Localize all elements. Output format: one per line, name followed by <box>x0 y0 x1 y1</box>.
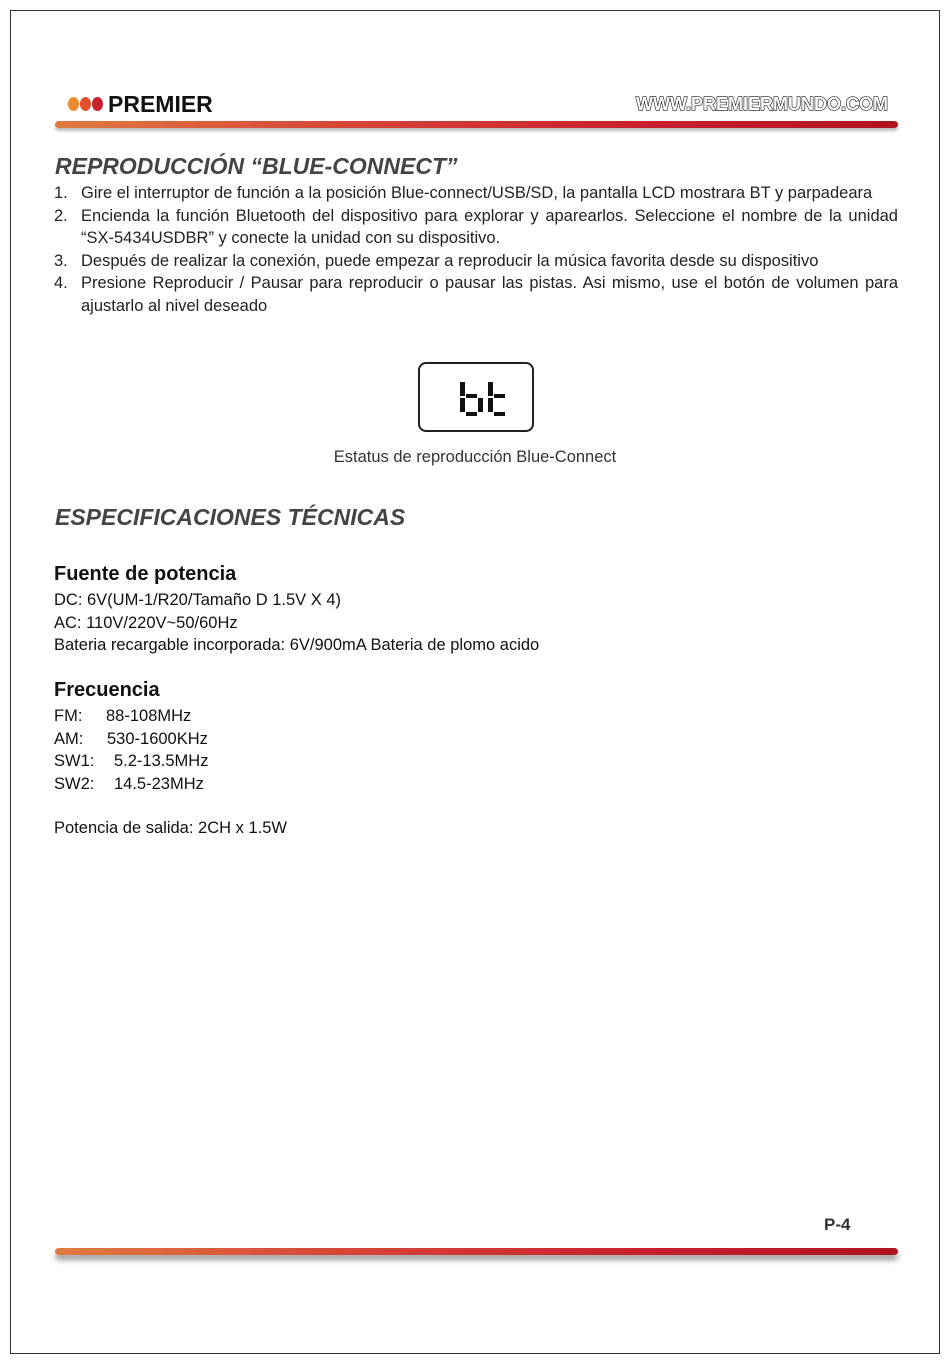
frequency-row <box>54 728 208 751</box>
blue-connect-steps <box>54 182 898 318</box>
lcd-display <box>418 362 534 432</box>
power-line: DC: 6V(UM-1/R20/Tamaño D 1.5V X 4) <box>54 591 342 609</box>
footer-divider <box>55 1248 898 1255</box>
band-label: SW2: <box>54 774 95 793</box>
frequency-row <box>54 750 208 773</box>
header-divider <box>55 121 898 128</box>
page-number: P-4 <box>824 1215 851 1234</box>
step-text: Después de realizar la conexión, puede empezar a reproducir la música favorita desde su dispositivo <box>81 251 819 270</box>
band-range: 14.5-23MHz <box>114 774 204 793</box>
step-number: 1. <box>54 184 68 202</box>
step-text: Presione Reproducir / Pausar para reproducir o pausar las pistas. Asi mismo, use el botón de volumen para ajustarlo al nivel deseado <box>81 274 898 315</box>
power-line: Bateria recargable incorporada: 6V/900mA Bateria de plomo acido <box>54 636 540 654</box>
logo-dot-2 <box>80 97 91 111</box>
band-range: 5.2-13.5MHz <box>114 752 209 770</box>
website-url: WWW.PREMIERMUNDO.COM <box>636 94 888 114</box>
logo-dot-3 <box>92 97 103 111</box>
power-heading: Fuente de potencia <box>54 563 237 585</box>
section-title-blue-connect: REPRODUCCIÓN “BLUE-CONNECT” <box>55 153 458 179</box>
lcd-caption: Estatus de reproducción Blue-Connect <box>333 448 617 466</box>
frequency-specs <box>54 705 208 795</box>
step-item <box>54 182 898 205</box>
step-item <box>54 272 898 317</box>
step-text: Gire el interruptor de función a la posición Blue-connect/USB/SD, la pantalla LCD mostrara BT y parpadeara <box>81 184 873 202</box>
step-item <box>54 205 898 250</box>
frequency-row <box>54 705 208 728</box>
band-label: FM: <box>54 707 83 725</box>
step-number: 2. <box>54 206 68 225</box>
step-item <box>54 250 898 273</box>
band-label: SW1: <box>54 752 95 770</box>
band-range: 530-1600KHz <box>107 729 208 748</box>
step-number: 4. <box>54 274 68 293</box>
lcd-bt-segments-icon <box>420 364 532 430</box>
band-label: AM: <box>54 729 84 748</box>
brand-name: PREMIER <box>108 91 213 117</box>
power-specs <box>54 589 539 657</box>
step-number: 3. <box>54 251 68 270</box>
frequency-row <box>54 773 208 796</box>
section-title-specs: ESPECIFICACIONES TÉCNICAS <box>55 504 406 530</box>
logo-dot-1 <box>68 97 79 111</box>
step-text: Encienda la función Bluetooth del dispositivo para explorar y aparearlos. Seleccione el nombre de la unidad “SX-5434USDBR” y conecte la unidad con su dispositivo. <box>81 206 898 248</box>
premier-logo <box>68 92 213 116</box>
power-line: AC: 110V/220V~50/60Hz <box>54 613 238 632</box>
band-range: 88-108MHz <box>106 707 192 725</box>
output-power: Potencia de salida: 2CH x 1.5W <box>54 819 287 837</box>
frequency-heading: Frecuencia <box>54 679 160 701</box>
logo-dots-icon <box>68 97 104 111</box>
